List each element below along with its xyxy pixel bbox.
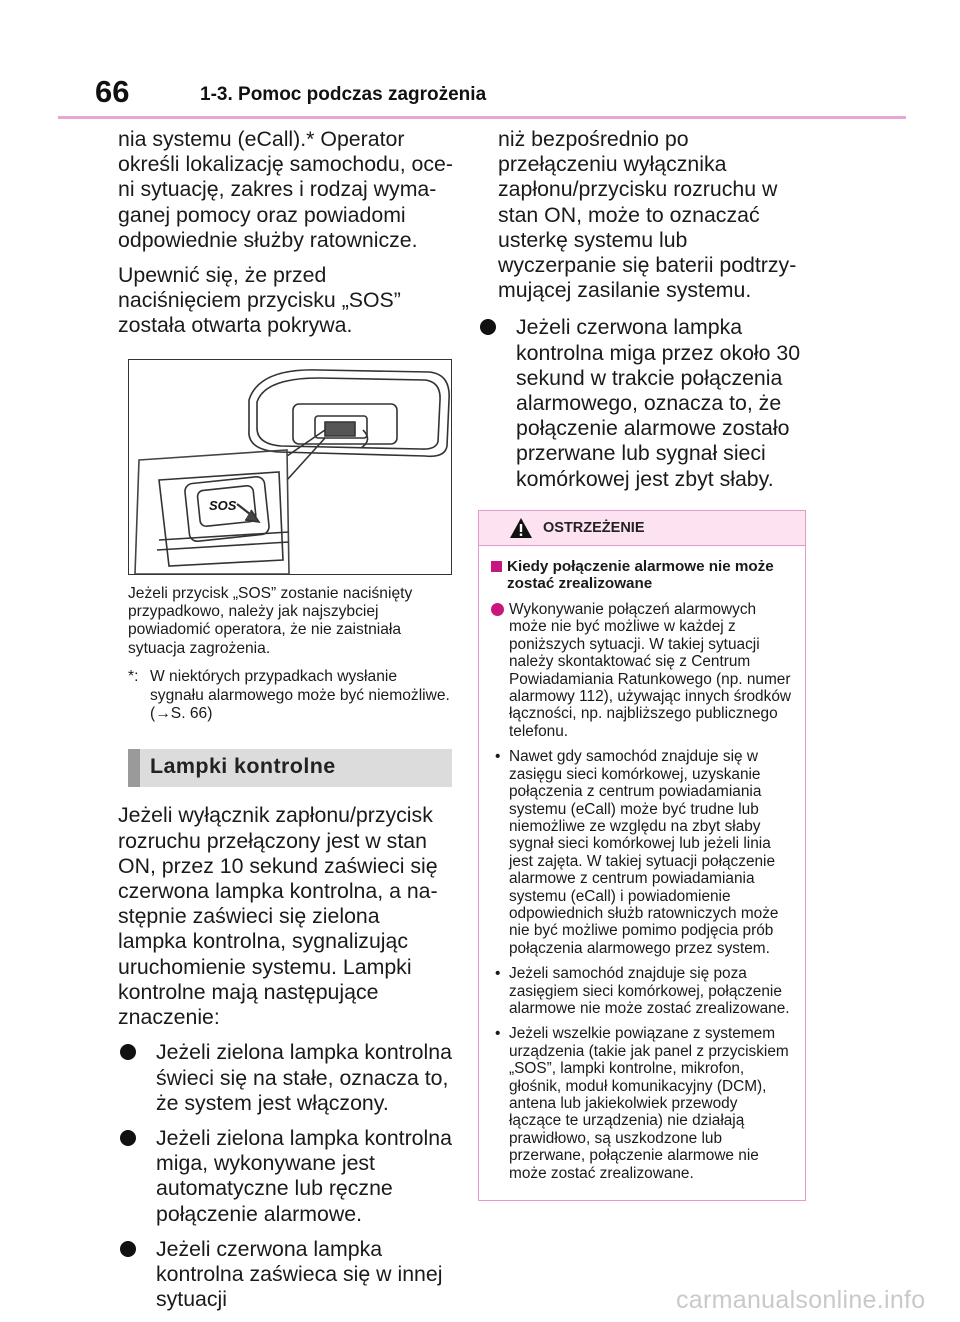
cover-paragraph: Upewnić się, że przed naciśnięciem przycisku „SOS” została otwarta pokrywa. (118, 263, 401, 338)
bullet-icon: • (495, 748, 501, 766)
sos-label: SOS (209, 497, 237, 513)
bullet-icon (120, 1130, 136, 1146)
square-bullet-icon (491, 561, 502, 572)
warning-header (479, 511, 805, 546)
header-divider (58, 116, 906, 119)
bullet-icon (120, 1241, 136, 1257)
bullet-icon: • (495, 965, 501, 983)
list-item: Jeżeli czerwona lampka kontrolna zaświeca się w innej sytuacji (118, 1237, 454, 1313)
warning-main: Wykonywanie połączeń alarmowych może nie być możliwe w każdej z poniższych sytuacji. W takiej sytuacji należy skontaktować się z Centrum Powiadamiania Ratunkowego (np. numer alarmowy 112), używając innych środków łączności, np. najbliższego publicznego telefonu. (491, 601, 791, 740)
heading-text: Lampki kontrolne (150, 754, 336, 779)
watermark-logo: carmanualsonline.info (676, 1286, 926, 1314)
bullet-icon (491, 603, 504, 616)
lamp-intro-paragraph: Jeżeli wyłącznik zapłonu/przycisk rozruchu przełączony jest w stan ON, przez 10 sekund zaświeci się czerwona lampka kontrolna, a następnie zaświeci się zielona lampka kontrolna, sygnalizując uruchomienie systemu. Lampki kontrolne mają następujące znaczenie: (118, 803, 438, 1030)
footnote-text: W niektórych przypadkach wysłanie sygnału alarmowego może być niemożliwe. (→S. 66) (150, 668, 450, 723)
heading-accent (128, 749, 140, 787)
warning-subheading: Kiedy połączenie alarmowe nie może zostać zrealizowane (491, 558, 791, 593)
list-item: Jeżeli zielona lampka kontrolna miga, wykonywane jest automatyczne lub ręczne połączenie alarmowe. (118, 1126, 454, 1227)
list-item: • Jeżeli samochód znajduje się poza zasięgiem sieci komórkowej, połączenie alarmowe nie może zostać zrealizowane. (495, 965, 790, 1017)
section-title: 1-3. Pomoc podczas zagrożenia (200, 84, 487, 105)
sos-button-illustration (128, 359, 452, 575)
list-item: Jeżeli czerwona lampka kontrolna miga przez około 30 sekund w trakcie połączenia alarmowego, oznacza to, że połączenie alarmowe zostało przerwane lub sygnał sieci komórkowej jest zbyt słaby. (478, 315, 808, 491)
continued-paragraph: niż bezpośrednio po przełączeniu wyłącznika zapłonu/przycisku rozruchu w stan ON, może to oznaczać usterkę systemu lub wyczerpanie się baterii podtrzymującej zasilanie systemu. (498, 127, 797, 303)
bullet-icon (480, 319, 496, 335)
intro-paragraph: nia systemu (eCall).* Operator określi lokalizację samochodu, oceni sytuację, zakres i rodzaj wymaganej pomocy oraz powiadomi odpowiednie służby ratownicze. (118, 127, 453, 252)
footnote (128, 668, 454, 723)
footnote-mark: *: (128, 668, 139, 686)
warning-box (478, 510, 806, 1201)
warning-icon (509, 517, 533, 539)
list-item: • Nawet gdy samochód znajduje się w zasięgu sieci komórkowej, uzyskanie połączenia z centrum powiadamiania systemu (eCall) może być trudne lub niemożliwe ze względu na zbyt słaby sygnał sieci komórkowej lub jeżeli linia jest zajęta. W takiej sytuacji połączenie alarmowe z centrum powiadamiania systemu (eCall) i powiadomienie odpowiednich służb ratowniczych może nie być możliwe pomimo podjęcia prób połączenia alarmowego przez system. (495, 748, 779, 957)
warning-title: OSTRZEŻENIE (543, 519, 645, 536)
mirror-sos-drawing (129, 360, 451, 574)
list-item: Jeżeli zielona lampka kontrolna świeci się na stałe, oznacza to, że system jest włączony. (118, 1040, 454, 1116)
lampki-heading (128, 749, 452, 787)
warning-body (479, 546, 805, 1200)
figure-caption: Jeżeli przycisk „SOS” zostanie naciśnięty przypadkowo, należy jak najszybciej powiadomić operatora, że nie zaistniała sytuacja zagrożenia. (128, 584, 413, 657)
bullet-icon (120, 1044, 136, 1060)
right-column (478, 127, 808, 1201)
page-header (0, 0, 960, 120)
page-number: 66 (95, 74, 130, 109)
bullet-icon: • (495, 1025, 501, 1043)
list-item: • Jeżeli wszelkie powiązane z systemem urządzenia (takie jak panel z przyciskiem „SOS”, lampki kontrolne, mikrofon, głośnik, moduł komunikacyjny (DCM), antena lub jakiekolwiek przewody łączące te urządzenia) nie działają prawidłowo, są uszkodzone lub przerwane, połączenie alarmowe nie może zostać zrealizowane. (495, 1025, 789, 1182)
left-column (118, 127, 454, 1322)
